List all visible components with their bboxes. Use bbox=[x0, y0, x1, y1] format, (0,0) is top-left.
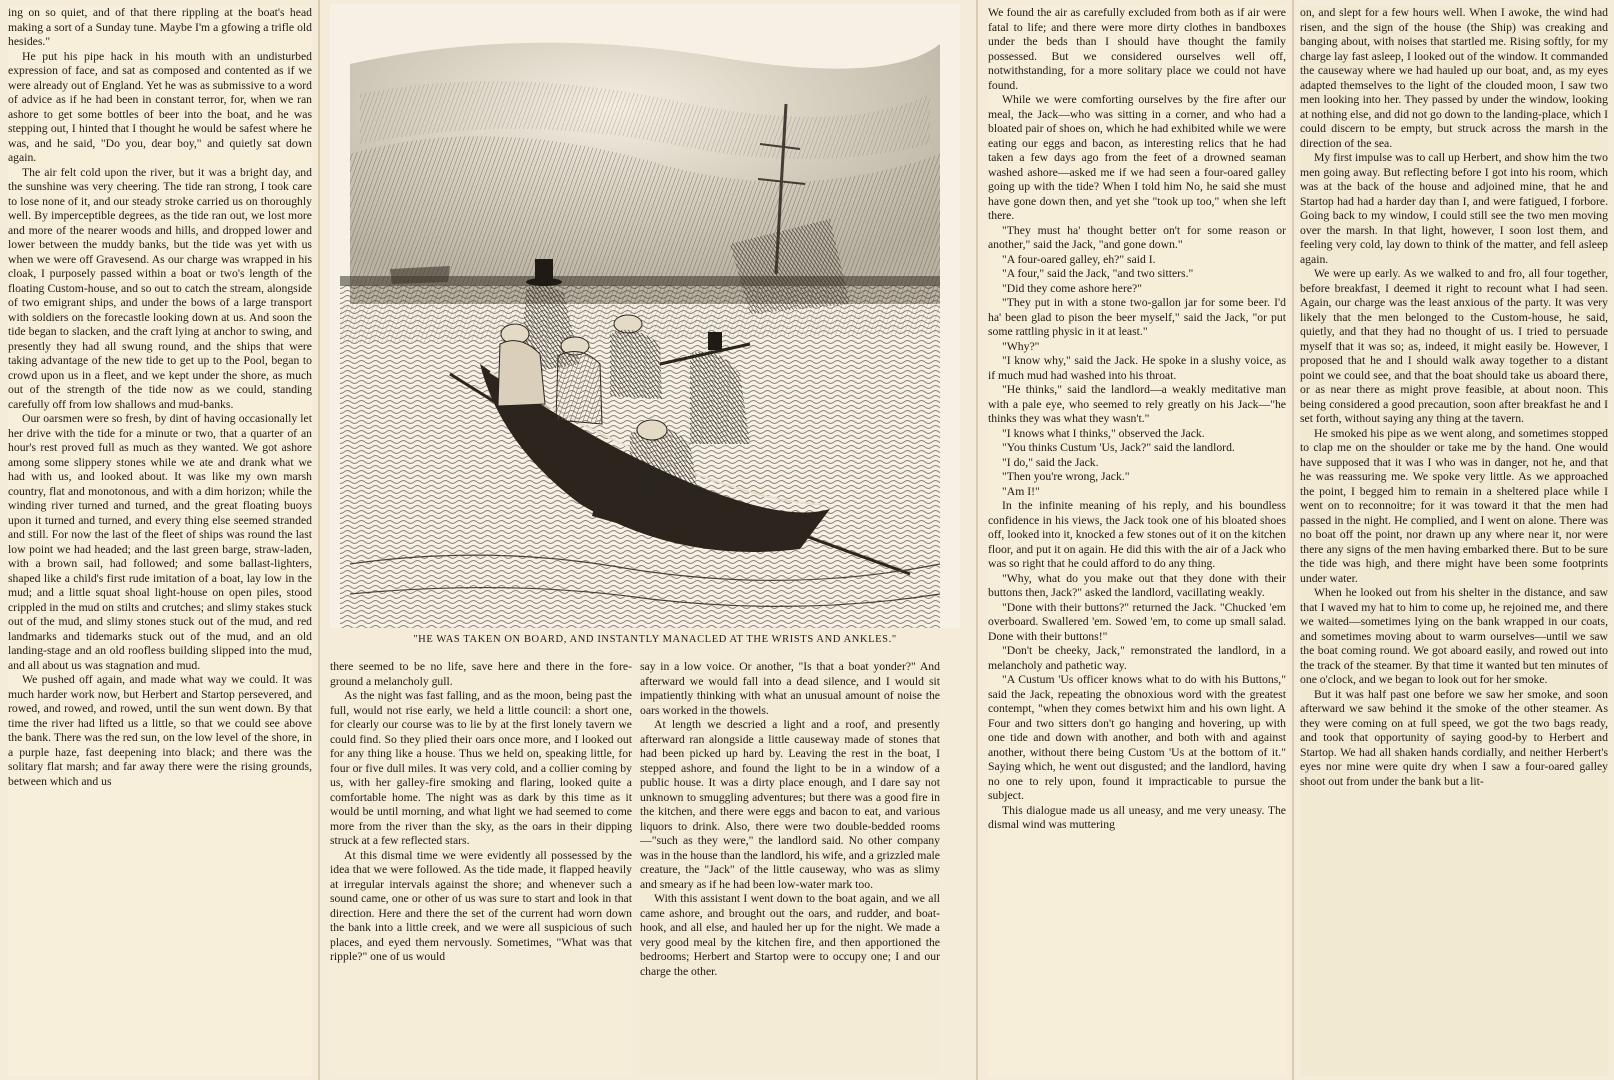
clipping-edge bbox=[318, 0, 320, 1080]
paragraph: We pushed off again, and made what way we could. It was much harder work now, but Herbert and Startop persevered, and rowed, and rowed, and rowed, until the sun went down. By that time the river had lifted us a little, so that we could see above the bank. There was the red sun, on the low level of the shore, in a purple haze, fast deepening into black; and there was the solitary flat marsh; and far away there were the rising grounds, between which and us bbox=[8, 673, 312, 788]
text-column-2 bbox=[330, 660, 632, 1076]
paragraph: He put his pipe hack in his mouth with an undisturbed expression of face, and sat as composed and contented as if we were already out of England. Yet he was as submissive to a word of advice as if he had been in constant terror, for, when we ran ashore to get some bottles of beer into the boat, and he was stepping out, I hinted that I thought he would be safest where he was, and he said, "Do you, dear boy," and quietly sat down again. bbox=[8, 49, 312, 164]
paragraph: "Why?" bbox=[1002, 339, 1040, 353]
clipping-edge bbox=[1292, 0, 1294, 1080]
paragraph: there seemed to be no life, save here and there in the fore-ground a melancholy gull. bbox=[330, 660, 632, 688]
paragraph: "A four," said the Jack, "and two sitters." bbox=[1002, 267, 1194, 280]
paragraph: The air felt cold upon the river, but it was a bright day, and the sunshine was very cheering. The tide ran strong, I took care to lose none of it, and our steady stroke carried us on thoroughly well. By imperceptible degrees, as the tide ran out, we lost more and more of the nearer woods and hills, and dropped lower and lower between the muddy banks, but the tide was yet with us when we were off Gravesend. As our charge was wrapped in his cloak, I purposely passed within a boat or two's length of the floating Custom-house, and so out to catch the stream, alongside of two emigrant ships, and under the bows of a large transport with soldiers on the forecastle looking down at us. And soon the tide began to slacken, and the craft lying at anchor to swing, and presently they had all swung round, and the ships that were taking advantage of the new tide to get up to the Pool, began to crowd upon us in a fleet, and we kept under the shore, as much out of the strength of the tide now as we could, standing carefully off from low shallows and mud-banks. bbox=[8, 165, 312, 411]
paragraph: This dialogue made us all uneasy, and me very uneasy. The dismal wind was muttering bbox=[988, 803, 1286, 831]
paragraph: "A Custum 'Us officer knows what to do with his Buttons," said the Jack, repeating the obnoxious word with the greatest contempt, "when they comes betwixt him and his own light. A Four and two sitters don't go hanging and hovering, up with one tide and down with another, and both with and against another, without there being Custom 'Us at the bottom of it." Saying which, he went out disgusted; and the landlord, having no one to rely upon, found it impracticable to pursue the subject. bbox=[988, 673, 1286, 802]
paragraph: As the night was fast falling, and as the moon, being past the full, would not rise early, we held a little council: a short one, for clearly our course was to lie by at the first lonely tavern we could find. So they plied their oars once more, and I looked out for any thing like a house. Thus we held on, speaking little, for four or five dull miles. It was very cold, and a collier coming by us, with her galley-fire smoking and flaring, looked quite a comfortable home. The night was as dark by this time as it would be until morning, and what light we had seemed to come more from the river than the sky, as the oars in their dipping struck at a few reflected stars. bbox=[330, 689, 632, 847]
paragraph: "I know why," said the Jack. He spoke in a slushy voice, as if much mud had washed into his throat. bbox=[988, 354, 1286, 382]
paragraph: "Did they come ashore here?" bbox=[1002, 281, 1142, 295]
paragraph: "I do," said the Jack. bbox=[1002, 455, 1099, 469]
paragraph: While we were comforting ourselves by the fire after our meal, the Jack—who was sitting in a corner, and who had a bloated pair of shoes on, which he had exhibited while we were eating our eggs and bacon, as interesting relics that he had taken a few days ago from the feet of a drowned seaman washed ashore—asked me if we had seen a four-oared galley going up with the tide? When I told him No, he said she must have gone down then, and yet she "took up too," when she left there. bbox=[988, 93, 1286, 222]
paragraph: "Am I!" bbox=[1002, 484, 1040, 498]
paragraph: "Then you're wrong, Jack." bbox=[1002, 470, 1130, 483]
paragraph: ing on so quiet, and of that there rippling at the boat's head making a sort of a Sunday tune. Maybe I'm a gfowing a trifle old hesides." bbox=[8, 6, 312, 48]
paragraph: "Don't be cheeky, Jack," remonstrated the landlord, in a melancholy and pathetic way. bbox=[988, 644, 1286, 672]
paragraph: At length we descried a light and a roof, and presently afterward ran alongside a little causeway made of stones that had been picked up hard by. Leaving the rest in the boat, I stepped ashore, and found the light to be in a window of a public house. It was a dirty place enough, and I dare say not unknown to smuggling adventures; but there was a good fire in the kitchen, and there were eggs and bacon to eat, and various liquors to drink. Also, there were two double-bedded rooms—"such as they were," the landlord said. No other company was in the house than the landlord, his wife, and a grizzled male creature, the "Jack" of the little causeway, who was as slimy and smeary as if he had been low-water mark too. bbox=[640, 718, 940, 891]
paragraph: on, and slept for a few hours well. When I awoke, the wind had risen, and the sign of the house (the Ship) was creaking and banging about, with noises that startled me. Rising softly, for my charge lay fast asleep, I looked out of the window. It commanded the causeway where we had hauled up our boat, and, as my eyes adapted themselves to the light of the clouded moon, I saw two men looking into her. They passed by under the window, looking at nothing else, and did not go down to the landing-place, which I could discern to be empty, but struck across the marsh in the direction of the sea. bbox=[1300, 6, 1608, 150]
paragraph: "They put in with a stone two-gallon jar for some beer. I'd ha' been glad to pison the beer myself," said the Jack, "or put some rattling physic in it at least." bbox=[988, 296, 1286, 338]
paragraph: "He thinks," said the landlord—a weakly meditative man with a pale eye, who seemed to rely greatly on his Jack—"he thinks they was what they wasn't." bbox=[988, 383, 1286, 425]
paragraph: He smoked his pipe as we went along, and sometimes stopped to clap me on the shoulder or take me by the hand. One would have supposed that it was I who was in danger, not he, and that he was reassuring me. We spoke very little. As we approached the point, I begged him to remain in a sheltered place while I went on to reconnoitre; for it was toward it that the men had passed in the night. He complied, and I went on alone. There was no boat off the point, nor drawn up any where near it, nor were there any signs of the men having embarked there. But to be sure the tide was high, and there might have been some footprints under water. bbox=[1300, 426, 1608, 585]
illustration-caption: "HE WAS TAKEN ON BOARD, AND INSTANTLY MANACLED AT THE WRISTS AND ANKLES." bbox=[413, 634, 897, 645]
clipping-edge bbox=[976, 0, 978, 1080]
paragraph: "You thinks Custum 'Us, Jack?" said the landlord. bbox=[1002, 441, 1235, 454]
paragraph: But it was half past one before we saw her smoke, and soon afterward we saw behind it the smoke of the other steamer. As they were coming on at full speed, we got the two bags ready, and took that opportunity of saying good-by to Herbert and Startop. We had all shaken hands cordially, and neither Herbert's eyes nor mine were quite dry when I saw a four-oared galley shoot out from under the bank but a lit- bbox=[1300, 687, 1608, 788]
paragraph: With this assistant I went down to the boat again, and we all came ashore, and brought out the oars, and rudder, and boat-hook, and all else, and hauled her up for the night. We made a very good meal by the kitchen fire, and then apportioned the bedrooms; Herbert and Startop were to occupy one; I and our charge the other. bbox=[640, 892, 940, 978]
paragraph: We were up early. As we walked to and fro, all four together, before breakfast, I deemed it right to recount what I had seen. Again, our charge was the least anxious of the party. It was very likely that the men belonged to the Custom-house, he said, quietly, and that they had no thought of us. I tried to persuade myself that it was so; as, indeed, it might easily be. However, I proposed that he and I should walk away together to a distant point we could see, and that the boat should take us aboard there, or as near there as might prove feasible, at about noon. This being considered a good precaution, soon after breakfast he and I set forth, without saying any thing at the tavern. bbox=[1300, 267, 1608, 425]
paragraph: "Why, what do you make out that they done with their buttons then, Jack?" asked the landlord, vacillating weakly. bbox=[988, 571, 1286, 599]
text-column-4 bbox=[988, 6, 1286, 1076]
paragraph: say in a low voice. Or another, "Is that a boat yonder?" And afterward we would fall into a dead silence, and I would sit impatiently thinking with what an unusual amount of noise the oars worked in the thowels. bbox=[640, 660, 940, 717]
paragraph: "They must ha' thought better on't for some reason or another," said the Jack, "and gone down." bbox=[988, 223, 1286, 251]
paragraph: "I knows what I thinks," observed the Jack. bbox=[1002, 426, 1205, 440]
paragraph: At this dismal time we were evidently all possessed by the idea that we were followed. As the tide made, it flapped heavily at irregular intervals against the shore; and whenever such a sound came, one or other of us was sure to start and look in that direction. Here and there the set of the current had worn down the bank into a little creek, and we were all suspicious of such places, and eyed them nervously. Sometimes, "What was that ripple?" one of us would bbox=[330, 848, 632, 963]
engraving-illustration bbox=[330, 4, 960, 628]
paragraph: When he looked out from his shelter in the distance, and saw that I waved my hat to him to come up, he rejoined me, and there we waited—sometimes lying on the bank wrapped in our coats, and sometimes moving about to warm ourselves—until we saw the boat coming round. We got aboard easily, and rowed out into the track of the steamer. By that time it wanted but ten minutes of one o'clock, and we began to look out for her smoke. bbox=[1300, 586, 1608, 686]
paragraph: My first impulse was to call up Herbert, and show him the two men going away. But reflecting before I got into his room, which was at the back of the house and adjoined mine, that he and Startop had had a harder day than I, and were fatigued, I forbore. Going back to my window, I could still see the two men moving over the marsh. In that light, however, I soon lost them, and feeling very cold, lay down to think of the matter, and fell asleep again. bbox=[1300, 151, 1608, 266]
text-column-1 bbox=[8, 6, 312, 1076]
text-column-3 bbox=[640, 660, 940, 1076]
paragraph: Our oarsmen were so fresh, by dint of having occasionally let her drive with the tide for a minute or two, that a quarter of an hour's rest proved full as much as they wanted. We got ashore among some slippery stones while we ate and drank what we had with us, and looked about. It was like my own marsh country, flat and monotonous, and with a dim horizon; while the winding river turned and turned, and the great floating buoys upon it turned and turned, and every thing else seemed stranded and still. For now the last of the fleet of ships was round the last low point we had headed; and the last green barge, straw-laden, with a brown sail, had followed; and some ballast-lighters, shaped like a child's first rude imitation of a boat, lay low in the mud; and a little squat shoal light-house on open piles, stood crippled in the mud on stilts and crutches; and slimy stakes stuck out of the mud, and slimy stones stuck out of the mud, and red landmarks and tidemarks stuck out of the mud, and an old landing-stage and an old roofless building slipped into the mud, and all about us was stagnation and mud. bbox=[8, 412, 312, 672]
paragraph: In the infinite meaning of his reply, and his boundless confidence in his views, the Jack took one of his bloated shoes off, looked into it, knocked a few stones out of it on the kitchen floor, and put it on again. He did this with the air of a Jack who was so right that he could afford to do any thing. bbox=[988, 499, 1286, 570]
paragraph: "Done with their buttons?" returned the Jack. "Chucked 'em overboard. Swallered 'em. Sowed 'em, to come up small salad. Done with their buttons!" bbox=[988, 600, 1286, 643]
paragraph: We found the air as carefully excluded from both as if air were fatal to life; and there were more dirty clothes in bandboxes under the beds than I should have thought the family possessed. But we considered ourselves well off, notwithstanding, for a more solitary place we could not have found. bbox=[988, 6, 1286, 92]
text-column-5 bbox=[1300, 6, 1608, 1076]
rowboat-engraving bbox=[330, 4, 960, 628]
paragraph: "A four-oared galley, eh?" said I. bbox=[1002, 252, 1156, 266]
